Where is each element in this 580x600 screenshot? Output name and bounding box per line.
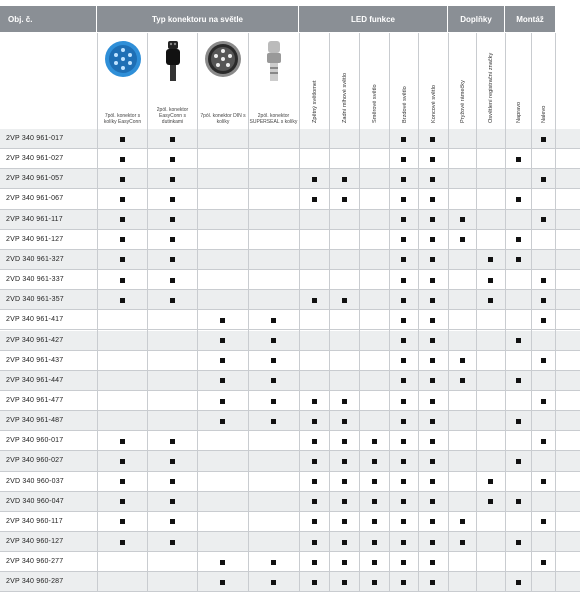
availability-mark xyxy=(120,459,125,464)
availability-mark xyxy=(516,197,521,202)
table-row xyxy=(0,210,580,230)
availability-mark xyxy=(430,278,435,283)
availability-mark xyxy=(170,217,175,222)
availability-mark xyxy=(170,278,175,283)
availability-mark xyxy=(430,479,435,484)
availability-mark xyxy=(430,177,435,182)
availability-mark xyxy=(516,540,521,545)
product-code: 2VP 340 961-057 xyxy=(6,175,64,183)
availability-mark xyxy=(342,540,347,545)
availability-mark xyxy=(220,419,225,424)
availability-mark xyxy=(271,560,276,565)
din-7pin-connector-icon xyxy=(203,39,243,84)
availability-mark xyxy=(541,439,546,444)
availability-mark xyxy=(372,479,377,484)
availability-mark xyxy=(120,217,125,222)
product-code: 2VP 340 961-437 xyxy=(6,356,64,364)
availability-mark xyxy=(541,519,546,524)
availability-mark xyxy=(430,459,435,464)
availability-mark xyxy=(460,519,465,524)
availability-mark xyxy=(170,157,175,162)
connector-label: 7pól. konektor DIN s kolíky xyxy=(200,113,246,125)
table-row xyxy=(0,189,580,209)
header-led: LED funkce xyxy=(299,6,447,32)
availability-mark xyxy=(430,439,435,444)
grid-line xyxy=(248,129,249,592)
availability-mark xyxy=(541,560,546,565)
availability-mark xyxy=(271,419,276,424)
column-header-l5 xyxy=(418,33,447,129)
availability-mark xyxy=(488,499,493,504)
column-header-l3 xyxy=(359,33,389,129)
header-connector: Typ konektoru na světle xyxy=(97,6,298,32)
header-extras: Doplňky xyxy=(448,6,504,32)
availability-mark xyxy=(430,358,435,363)
availability-mark xyxy=(541,278,546,283)
availability-mark xyxy=(372,560,377,565)
availability-mark xyxy=(516,459,521,464)
availability-mark xyxy=(120,177,125,182)
availability-mark xyxy=(220,560,225,565)
table-row xyxy=(0,492,580,512)
column-label: Osvětlení registrační značky xyxy=(488,52,494,123)
availability-mark xyxy=(312,197,317,202)
availability-mark xyxy=(401,217,406,222)
product-code: 2VD 340 960-047 xyxy=(6,497,64,505)
availability-mark xyxy=(430,338,435,343)
availability-mark xyxy=(401,197,406,202)
availability-mark xyxy=(120,137,125,142)
availability-mark xyxy=(430,237,435,242)
product-code: 2VP 340 960-287 xyxy=(6,578,64,586)
product-code: 2VD 340 961-357 xyxy=(6,296,64,304)
availability-mark xyxy=(516,419,521,424)
black-2pin-connector-icon xyxy=(158,39,188,88)
availability-mark xyxy=(312,459,317,464)
availability-mark xyxy=(312,439,317,444)
table-row xyxy=(0,532,580,552)
availability-mark xyxy=(120,237,125,242)
availability-mark xyxy=(401,378,406,383)
table-row xyxy=(0,310,580,330)
availability-mark xyxy=(430,540,435,545)
availability-mark xyxy=(170,439,175,444)
table-row xyxy=(0,331,580,351)
column-label: Zpětný světlomet xyxy=(312,80,318,123)
availability-mark xyxy=(430,197,435,202)
connector-label: 2pól. konektor EasyConn s dutinkami xyxy=(156,107,189,125)
availability-mark xyxy=(372,499,377,504)
availability-mark xyxy=(170,519,175,524)
subheader-blank xyxy=(0,33,97,129)
availability-mark xyxy=(342,439,347,444)
availability-mark xyxy=(488,257,493,262)
availability-mark xyxy=(312,399,317,404)
availability-mark xyxy=(170,459,175,464)
availability-mark xyxy=(401,338,406,343)
availability-mark xyxy=(460,237,465,242)
availability-mark xyxy=(401,419,406,424)
availability-mark xyxy=(312,298,317,303)
column-label: Směrové světlo xyxy=(372,84,378,123)
availability-mark xyxy=(460,378,465,383)
availability-mark xyxy=(460,217,465,222)
availability-mark xyxy=(401,358,406,363)
availability-mark xyxy=(312,499,317,504)
availability-mark xyxy=(170,177,175,182)
grid-line xyxy=(197,129,198,592)
product-code: 2VP 340 961-067 xyxy=(6,195,64,203)
availability-mark xyxy=(170,540,175,545)
column-label: Zadní mlhové světlo xyxy=(342,72,348,123)
table-row xyxy=(0,572,580,592)
product-code: 2VD 340 961-327 xyxy=(6,255,64,263)
column-header-e1 xyxy=(448,33,476,129)
availability-mark xyxy=(488,298,493,303)
table-row xyxy=(0,431,580,451)
product-code: 2VP 340 961-017 xyxy=(6,135,64,142)
column-header-m1 xyxy=(505,33,531,129)
availability-mark xyxy=(401,459,406,464)
availability-mark xyxy=(170,499,175,504)
availability-mark xyxy=(220,378,225,383)
availability-mark xyxy=(170,479,175,484)
availability-mark xyxy=(342,519,347,524)
table-row xyxy=(0,451,580,471)
table-row xyxy=(0,250,580,270)
availability-mark xyxy=(312,519,317,524)
availability-mark xyxy=(541,399,546,404)
availability-mark xyxy=(372,580,377,585)
grid-line xyxy=(418,129,419,592)
column-label: Napravo xyxy=(516,101,522,123)
availability-mark xyxy=(430,318,435,323)
availability-mark xyxy=(342,459,347,464)
table-row xyxy=(0,230,580,250)
product-code: 2VP 340 960-117 xyxy=(6,517,63,525)
availability-mark xyxy=(342,399,347,404)
availability-mark xyxy=(170,197,175,202)
product-code: 2VP 340 960-127 xyxy=(6,538,64,545)
table-row xyxy=(0,169,580,189)
grid-line xyxy=(531,129,532,592)
availability-mark xyxy=(120,298,125,303)
availability-mark xyxy=(401,499,406,504)
superseal-connector-icon xyxy=(259,39,289,88)
availability-mark xyxy=(401,580,406,585)
table-row xyxy=(0,371,580,391)
availability-mark xyxy=(516,499,521,504)
availability-mark xyxy=(120,157,125,162)
column-label: Brzdové světlo xyxy=(401,86,408,123)
column-header-l1 xyxy=(299,33,329,129)
availability-mark xyxy=(430,378,435,383)
table-row xyxy=(0,270,580,290)
grid-line xyxy=(555,129,556,592)
availability-mark xyxy=(541,298,546,303)
availability-mark xyxy=(401,318,406,323)
availability-mark xyxy=(342,177,347,182)
availability-mark xyxy=(401,399,406,404)
grid-line xyxy=(359,129,360,592)
grid-line xyxy=(476,129,477,592)
availability-mark xyxy=(120,278,125,283)
availability-mark xyxy=(170,298,175,303)
availability-mark xyxy=(120,197,125,202)
availability-mark xyxy=(516,257,521,262)
availability-mark xyxy=(541,358,546,363)
product-code: 2VP 340 961-427 xyxy=(6,336,64,344)
column-label: Koncové světlo xyxy=(430,85,437,123)
availability-mark xyxy=(401,257,406,262)
table-row xyxy=(0,472,580,492)
grid-line xyxy=(299,129,300,592)
availability-mark xyxy=(220,358,225,363)
availability-mark xyxy=(120,540,125,545)
availability-mark xyxy=(120,519,125,524)
availability-mark xyxy=(220,399,225,404)
product-code: 2VP 340 961-027 xyxy=(6,155,64,163)
availability-mark xyxy=(516,157,521,162)
availability-mark xyxy=(220,580,225,585)
availability-mark xyxy=(271,338,276,343)
availability-mark xyxy=(220,338,225,343)
availability-mark xyxy=(516,338,521,343)
product-code: 2VP 340 961-487 xyxy=(6,417,64,425)
product-code: 2VP 340 961-117 xyxy=(6,215,63,223)
availability-mark xyxy=(401,519,406,524)
availability-mark xyxy=(430,560,435,565)
availability-mark xyxy=(342,419,347,424)
column-header-l2 xyxy=(329,33,359,129)
availability-mark xyxy=(541,318,546,323)
availability-mark xyxy=(120,439,125,444)
grid-line xyxy=(448,129,449,592)
availability-mark xyxy=(430,137,435,142)
header-mount: Montáž xyxy=(505,6,555,32)
grid-line xyxy=(389,129,390,592)
availability-mark xyxy=(342,560,347,565)
availability-mark xyxy=(430,399,435,404)
availability-mark xyxy=(170,257,175,262)
connector-label: 2pól. konektor SUPERSEAL s kolíky xyxy=(249,113,298,125)
availability-mark xyxy=(430,419,435,424)
grid-line xyxy=(329,129,330,592)
availability-mark xyxy=(372,459,377,464)
availability-mark xyxy=(430,519,435,524)
availability-mark xyxy=(312,560,317,565)
column-header-e2 xyxy=(476,33,504,129)
connector-label: 7pól. konektor s kolíky EasyConn xyxy=(103,113,142,125)
table-row xyxy=(0,129,580,149)
availability-mark xyxy=(401,177,406,182)
header-code: Obj. č. xyxy=(0,6,96,32)
table-row xyxy=(0,552,580,572)
availability-mark xyxy=(372,540,377,545)
grid-line xyxy=(505,129,506,592)
availability-mark xyxy=(271,378,276,383)
availability-mark xyxy=(271,358,276,363)
column-header-l4 xyxy=(389,33,418,129)
availability-mark xyxy=(170,237,175,242)
column-header-c1 xyxy=(97,33,147,129)
availability-mark xyxy=(541,479,546,484)
product-code: 2VD 340 960-037 xyxy=(6,477,64,485)
product-code: 2VP 340 960-277 xyxy=(6,558,64,566)
grid-line xyxy=(147,129,148,592)
column-label: Pryžové rámečky xyxy=(460,80,466,123)
table-row xyxy=(0,512,580,532)
table-row xyxy=(0,149,580,169)
availability-mark xyxy=(516,378,521,383)
availability-mark xyxy=(430,580,435,585)
product-code: 2VP 340 961-447 xyxy=(6,376,64,384)
availability-mark xyxy=(401,298,406,303)
column-header-c2 xyxy=(147,33,197,129)
availability-mark xyxy=(312,540,317,545)
availability-mark xyxy=(372,519,377,524)
availability-mark xyxy=(516,237,521,242)
availability-mark xyxy=(516,580,521,585)
table-row xyxy=(0,391,580,411)
availability-mark xyxy=(430,257,435,262)
availability-mark xyxy=(488,479,493,484)
product-code: 2VP 340 961-417 xyxy=(6,316,64,324)
availability-mark xyxy=(541,217,546,222)
availability-mark xyxy=(271,580,276,585)
availability-mark xyxy=(271,399,276,404)
availability-mark xyxy=(170,137,175,142)
availability-mark xyxy=(488,278,493,283)
availability-mark xyxy=(401,278,406,283)
availability-mark xyxy=(541,137,546,142)
availability-mark xyxy=(401,137,406,142)
table-row xyxy=(0,411,580,431)
product-code: 2VP 340 961-477 xyxy=(6,396,64,404)
product-code: 2VD 340 961-337 xyxy=(6,276,64,284)
availability-mark xyxy=(401,237,406,242)
product-code: 2VP 340 961-127 xyxy=(6,235,64,243)
availability-mark xyxy=(401,479,406,484)
product-code: 2VP 340 960-017 xyxy=(6,437,64,445)
availability-mark xyxy=(342,197,347,202)
availability-mark xyxy=(430,298,435,303)
availability-mark xyxy=(430,157,435,162)
grid-line xyxy=(97,129,98,592)
availability-mark xyxy=(120,257,125,262)
table-row xyxy=(0,351,580,371)
availability-mark xyxy=(342,298,347,303)
availability-mark xyxy=(120,499,125,504)
column-header-c4 xyxy=(248,33,298,129)
availability-mark xyxy=(342,499,347,504)
column-header-c3 xyxy=(197,33,248,129)
column-label: Nalevo xyxy=(541,105,547,123)
availability-mark xyxy=(342,580,347,585)
availability-mark xyxy=(120,479,125,484)
table-row xyxy=(0,290,580,310)
availability-mark xyxy=(220,318,225,323)
availability-mark xyxy=(312,580,317,585)
availability-mark xyxy=(401,439,406,444)
availability-mark xyxy=(372,439,377,444)
availability-mark xyxy=(401,540,406,545)
availability-mark xyxy=(541,177,546,182)
column-header-m2 xyxy=(531,33,555,129)
availability-mark xyxy=(430,217,435,222)
availability-mark xyxy=(271,318,276,323)
availability-mark xyxy=(342,479,347,484)
availability-mark xyxy=(312,419,317,424)
product-code: 2VP 340 960-027 xyxy=(6,457,64,465)
subheader-end xyxy=(555,33,580,129)
availability-mark xyxy=(460,358,465,363)
availability-mark xyxy=(460,540,465,545)
availability-mark xyxy=(430,499,435,504)
blue-round-connector-icon xyxy=(103,39,143,84)
availability-mark xyxy=(312,479,317,484)
availability-mark xyxy=(401,157,406,162)
availability-mark xyxy=(312,177,317,182)
availability-mark xyxy=(401,560,406,565)
